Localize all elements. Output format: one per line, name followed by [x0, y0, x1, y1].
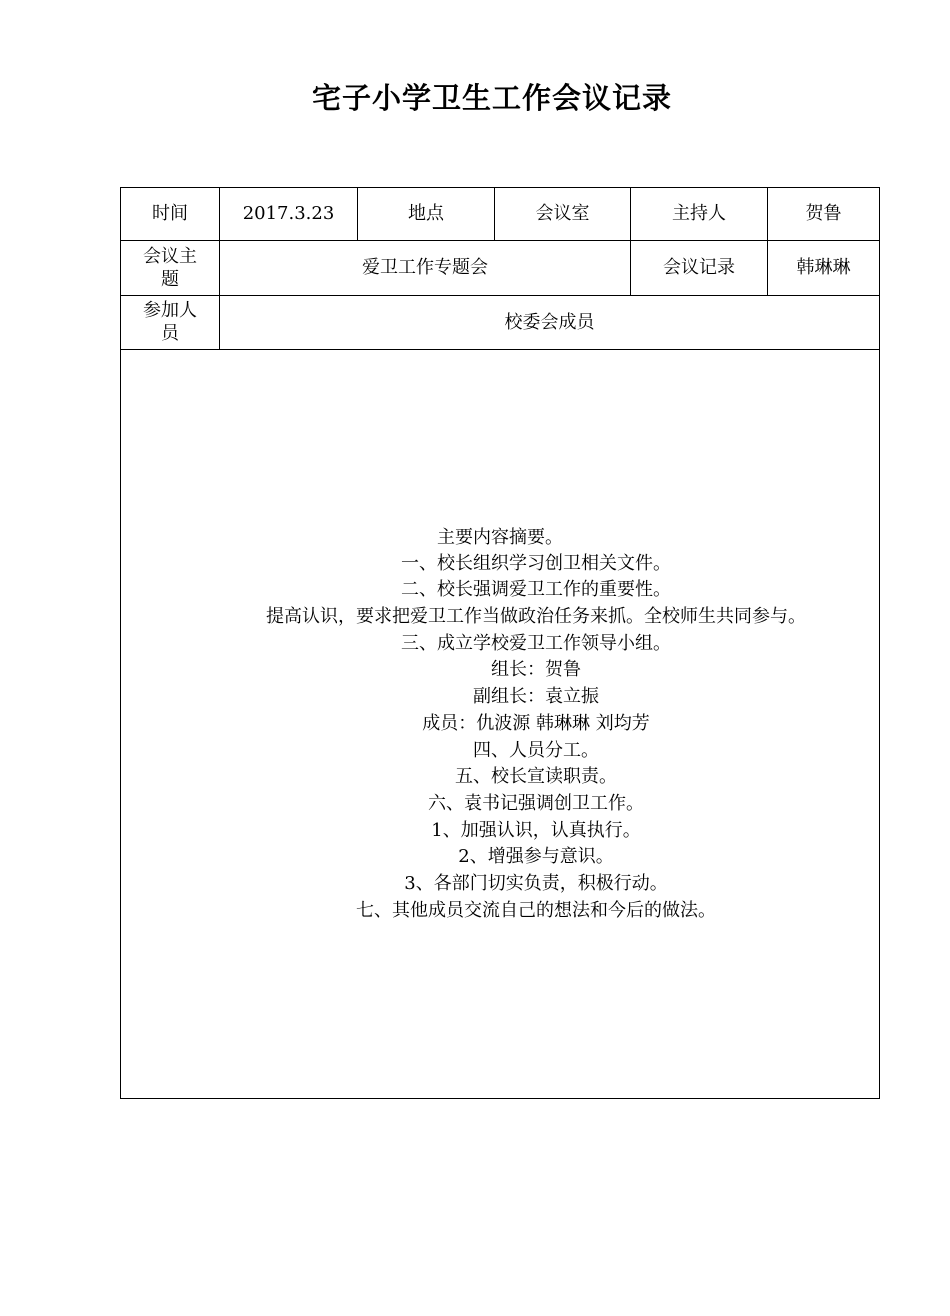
time-value: 2017.3.23 — [220, 188, 358, 241]
table-row-attendees — [121, 296, 880, 350]
summary-line: 二、校长强调爱卫工作的重要性。 — [401, 579, 671, 601]
summary-line: 组长：贺鲁 — [491, 659, 581, 681]
host-value: 贺鲁 — [768, 188, 880, 241]
recorder-value: 韩琳琳 — [768, 241, 880, 296]
summary-line: 三、成立学校爱卫工作领导小组。 — [401, 632, 671, 654]
host-label: 主持人 — [631, 188, 768, 241]
summary-list — [121, 551, 879, 925]
table-row-time — [121, 188, 880, 241]
table-row-summary — [121, 350, 880, 1099]
table-row-topic — [121, 241, 880, 296]
summary-line: 成员：仇波源 韩琳琳 刘均芳 — [422, 712, 650, 734]
time-label: 时间 — [121, 188, 220, 241]
summary-line: 副组长：袁立振 — [473, 686, 599, 708]
recorder-label: 会议记录 — [631, 241, 768, 296]
attendees-label: 参加人员 — [143, 300, 197, 344]
summary-line: 1、加强认识，认真执行。 — [431, 819, 641, 841]
topic-label-cell — [121, 241, 220, 296]
summary-line: 六、袁书记强调创卫工作。 — [428, 792, 644, 814]
summary-line: 3、各部门切实负责，积极行动。 — [404, 873, 668, 895]
document-title: 宅子小学卫生工作会议记录 — [311, 81, 672, 115]
summary-heading: 主要内容摘要。 — [437, 526, 563, 548]
attendees-label-cell — [121, 296, 220, 350]
location-label: 地点 — [358, 188, 495, 241]
topic-label: 会议主题 — [143, 245, 197, 290]
summary-line: 七、其他成员交流自己的想法和今后的做法。 — [356, 899, 716, 921]
summary-line: 五、校长宣读职责。 — [455, 766, 617, 788]
location-value: 会议室 — [495, 188, 631, 241]
attendees-value: 校委会成员 — [220, 296, 880, 350]
summary-line: 提高认识，要求把爱卫工作当做政治任务来抓。全校师生共同参与。 — [266, 605, 806, 627]
summary-line: 四、人员分工。 — [473, 739, 599, 761]
topic-value: 爱卫工作专题会 — [220, 241, 631, 296]
summary-cell — [121, 350, 880, 1099]
summary-line: 2、增强参与意识。 — [458, 846, 614, 868]
meeting-record-table — [120, 187, 880, 1099]
summary-line: 一、校长组织学习创卫相关文件。 — [401, 552, 671, 574]
